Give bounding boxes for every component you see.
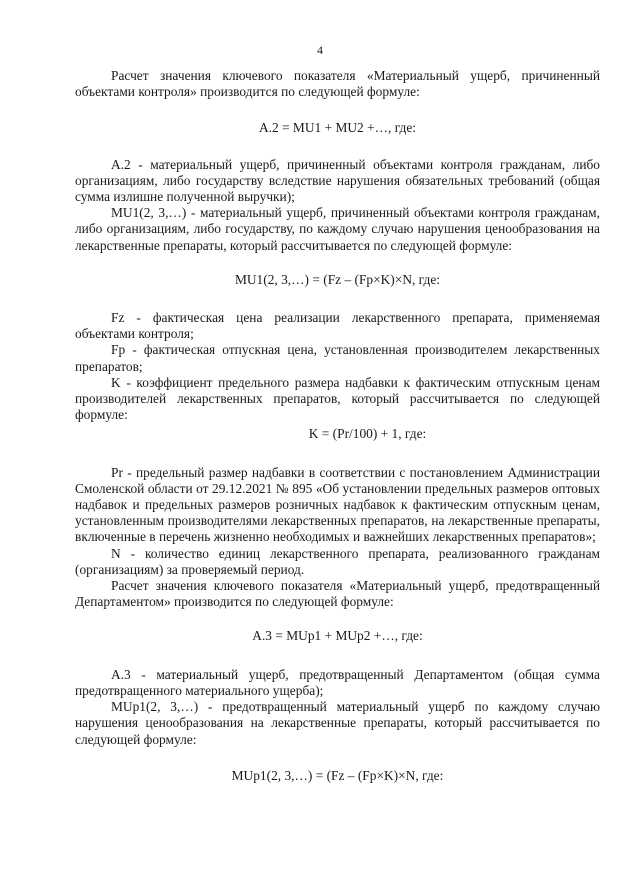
paragraph-intro-a2: Расчет значения ключевого показателя «Материальный ущерб, причиненный объектами контроля» производится по следующей формуле: <box>75 68 600 100</box>
formula-mu1: MU1(2, 3,…) = (Fz – (Fp×K)×N, где: <box>234 271 440 287</box>
paragraph-fz-definition: Fz - фактическая цена реализации лекарственного препарата, применяемая объектами контроля; <box>75 310 600 342</box>
paragraph-k-definition: K - коэффициент предельного размера надбавки к фактическим отпускным ценам производителей лекарственных препаратов, который рассчитывается по следующей формуле: <box>75 374 600 423</box>
page-number: 4 <box>317 43 323 57</box>
formula-a2: А.2 = MU1 + MU2 +…, где: <box>258 120 417 136</box>
paragraph-fp-definition: Fp - фактическая отпускная цена, установленная производителем лекарственных препаратов; <box>75 342 600 374</box>
paragraph-intro-a3: Расчет значения ключевого показателя «Материальный ущерб, предотвращенный Департаментом» производится по следующей формуле: <box>75 578 600 610</box>
formula-mup1: MUp1(2, 3,…) = (Fz – (Fp×K)×N, где: <box>231 767 444 783</box>
paragraph-mu1-definition: MU1(2, 3,…) - материальный ущерб, причиненный объектами контроля гражданам, либо организациям, либо государству, по каждому случаю нарушения ценообразования на лекарственные препараты, который рассчитывается по следующей формуле: <box>75 205 600 253</box>
paragraph-a3-definition: А.3 - материальный ущерб, предотвращенный Департаментом (общая сумма предотвращенного материального ущерба); <box>75 666 600 698</box>
document-body <box>75 68 600 784</box>
paragraph-a2-definition: А.2 - материальный ущерб, причиненный объектами контроля гражданам, либо организациям, либо государству вследствие нарушения обязательных требований (общая сумма излишне полученной выручки); <box>75 156 600 205</box>
formula-a3: А.3 = MUp1 + MUp2 +…, где: <box>252 628 423 644</box>
paragraph-n-definition: N - количество единиц лекарственного препарата, реализованного гражданам (организациям) за проверяемый период. <box>75 545 600 577</box>
paragraph-mup1-definition: MUp1(2, 3,…) - предотвращенный материальный ущерб по каждому случаю нарушения ценообразования на лекарственные препараты, который рассчитывается по следующей формуле: <box>75 699 600 747</box>
paragraph-pr-definition: Pr - предельный размер надбавки в соответствии с постановлением Администрации Смоленской области от 29.12.2021 № 895 «Об установлении предельных размеров оптовых надбавок и предельных размеров розничных надбавок к фактическим отпускным ценам, установленным производителями лекарственных препаратов, на лекарственные препараты, включенные в перечень жизненно необходимых и важнейших лекарственных препаратов»; <box>75 464 600 545</box>
formula-k: K = (Pr/100) + 1, где: <box>308 426 427 442</box>
